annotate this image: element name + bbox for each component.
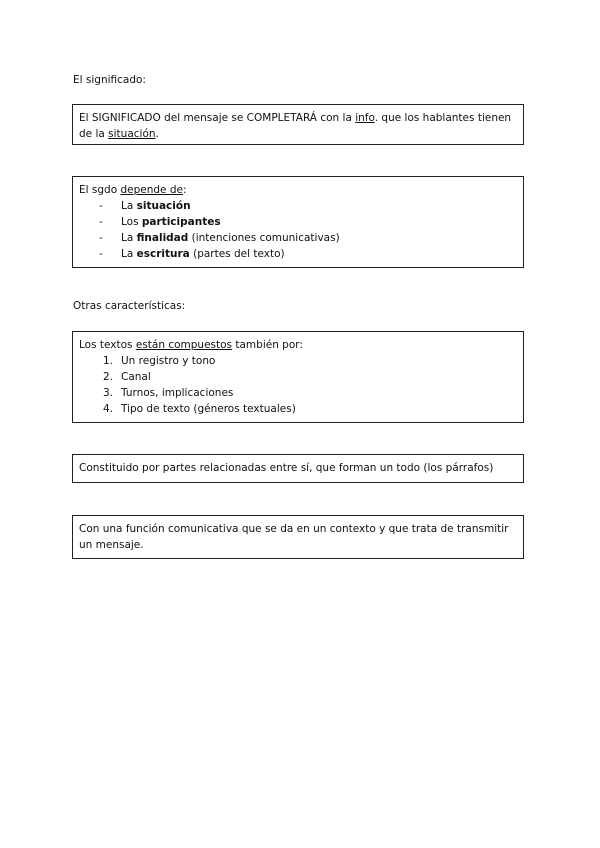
- item-prefix: La: [121, 232, 137, 244]
- dash-bullet: -: [99, 232, 103, 244]
- components-list: [79, 353, 517, 417]
- definition-text-cont: . que los hablantes tienen de la: [79, 112, 512, 140]
- dash-bullet: -: [99, 248, 103, 260]
- intro-suffix: :: [182, 184, 187, 196]
- item-number: 3.: [103, 387, 114, 399]
- compuestos-underlined: están compuestos: [135, 339, 233, 351]
- item-number: 1.: [103, 355, 114, 367]
- item-keyword: situación: [136, 200, 191, 212]
- section-heading-caracteristicas: Otras características:: [73, 300, 186, 312]
- dash-bullet: -: [99, 200, 103, 212]
- item-keyword: participantes: [141, 216, 221, 228]
- dash-bullet: -: [99, 216, 103, 228]
- depende-underlined: depende de: [120, 184, 183, 196]
- list-item: [99, 401, 517, 417]
- item-prefix: La: [121, 200, 137, 212]
- item-keyword: finalidad: [136, 232, 189, 244]
- list-item: [99, 385, 517, 401]
- definition-text: El SIGNIFICADO del mensaje se COMPLETARÁ con la: [79, 112, 356, 124]
- intro-suffix: también por:: [232, 339, 303, 351]
- item-suffix: (intenciones comunicativas): [188, 232, 340, 244]
- funcion-box: [72, 515, 524, 559]
- definition-period: .: [155, 128, 159, 140]
- item-text: Un registro y tono: [121, 355, 216, 367]
- item-text: Tipo de texto (géneros textuales): [121, 403, 296, 415]
- item-keyword: escritura: [136, 248, 190, 260]
- depende-intro: [79, 182, 517, 198]
- item-text: Turnos, implicaciones: [121, 387, 234, 399]
- funcion-text: Con una función comunicativa que se da en un contexto y que trata de transmitir un mensaje.: [79, 523, 509, 551]
- constituido-box: [72, 454, 524, 483]
- section-heading-significado: El significado:: [73, 74, 146, 86]
- list-item: [99, 214, 517, 230]
- item-prefix: La: [121, 248, 137, 260]
- list-item: [99, 369, 517, 385]
- situacion-underlined: situación: [108, 128, 156, 140]
- depende-de-box: [72, 176, 524, 268]
- intro-prefix: Los textos: [79, 339, 136, 351]
- compuestos-box: [72, 331, 524, 423]
- factor-list: [79, 198, 517, 262]
- constituido-text: Constituido por partes relacionadas entre sí, que forman un todo (los párrafos): [79, 462, 494, 474]
- significado-definition-box: [72, 104, 524, 145]
- item-suffix: (partes del texto): [189, 248, 285, 260]
- compuestos-intro: [79, 337, 517, 353]
- list-item: [99, 230, 517, 246]
- item-number: 2.: [103, 371, 114, 383]
- list-item: [99, 198, 517, 214]
- info-underlined: info: [355, 112, 375, 124]
- list-item: [99, 353, 517, 369]
- list-item: [99, 246, 517, 262]
- item-prefix: Los: [121, 216, 142, 228]
- item-number: 4.: [103, 403, 114, 415]
- item-text: Canal: [121, 371, 151, 383]
- intro-prefix: El sgdo: [79, 184, 121, 196]
